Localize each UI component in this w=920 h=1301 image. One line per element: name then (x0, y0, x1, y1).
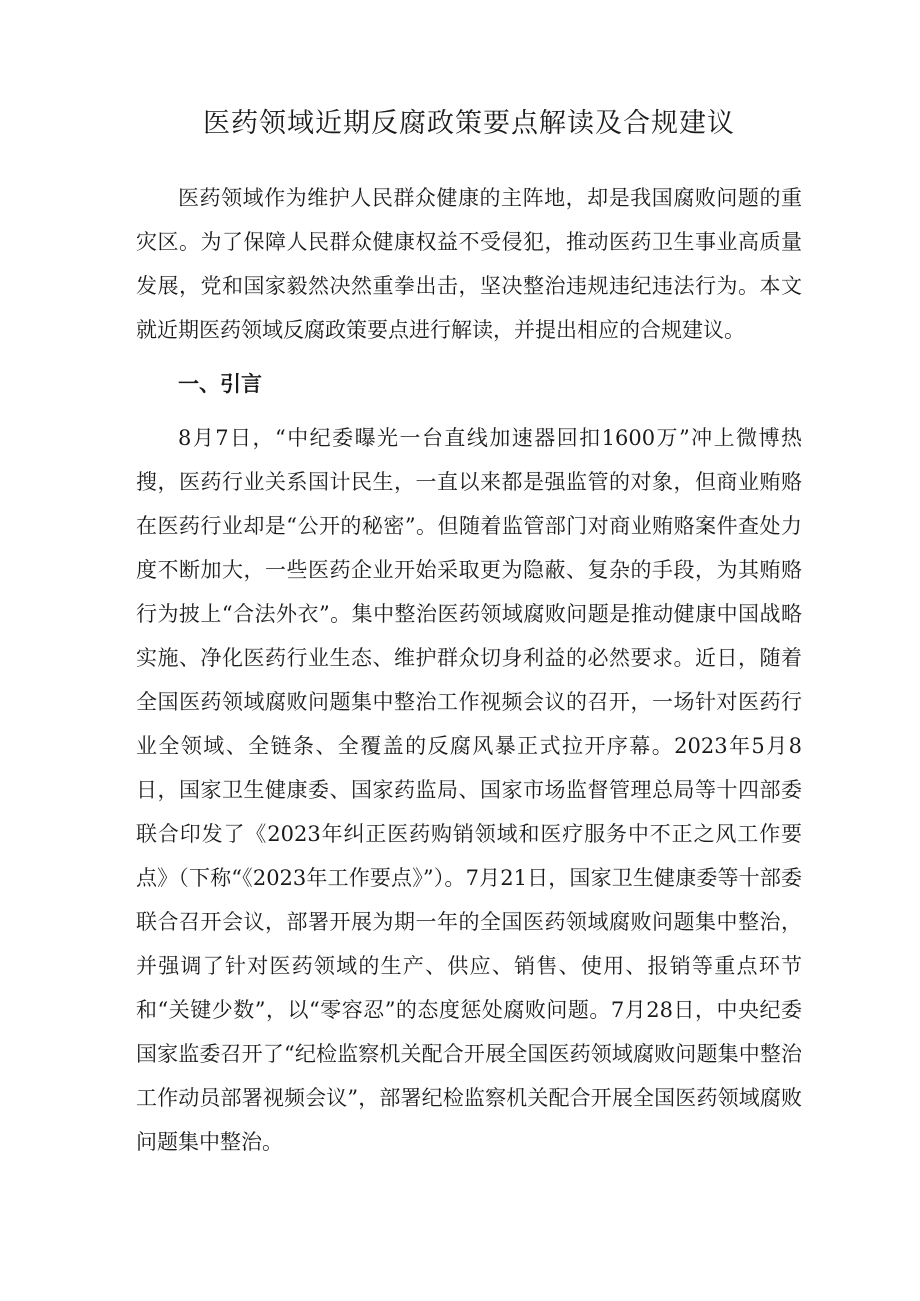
document-title: 医药领域近期反腐政策要点解读及合规建议 (203, 108, 735, 139)
intro-paragraph: 医药领域作为维护人民群众健康的主阵地，却是我国腐败问题的重灾区。为了保障人民群众健康权益不受侵犯，推动医药卫生事业高质量发展，党和国家毅然决然重拳出击，坚决整治违规违纪违法行为。本文就近期医药领域反腐政策要点进行解读，并提出相应的合规建议。 (136, 186, 802, 342)
section-body-paragraph: 8月7日，“中纪委曝光一台直线加速器回扣1600万”冲上微博热搜，医药行业关系国计民生，一直以来都是强监管的对象，但商业贿赂在医药行业却是“公开的秘密”。但随着监管部门对商业贿赂案件查处力度不断加大，一些医药企业开始采取更为隐蔽、复杂的手段，为其贿赂行为披上“合法外衣”。集中整治医药领域腐败问题是推动健康中国战略实施、净化医药行业生态、维护群众切身利益的必然要求。近日，随着全国医药领域腐败问题集中整治工作视频会议的召开，一场针对医药行业全领域、全链条、全覆盖的反腐风暴正式拉开序幕。2023年5月8日，国家卫生健康委、国家药监局、国家市场监督管理总局等十四部委联合印发了《2023年纠正医药购销领域和医疗服务中不正之风工作要点》（下称“《2023年工作要点》”）。7月21日，国家卫生健康委等十部委联合召开会议，部署开展为期一年的全国医药领域腐败问题集中整治，并强调了针对医药领域的生产、供应、销售、使用、报销等重点环节和“关键少数”，以“零容忍”的态度惩处腐败问题。7月28日，中央纪委国家监委召开了“纪检监察机关配合开展全国医药领域腐败问题集中整治工作动员部署视频会议”，部署纪检监察机关配合开展全国医药领域腐败问题集中整治。 (136, 426, 802, 1154)
section-heading-introduction: 一、引言 (178, 371, 262, 396)
